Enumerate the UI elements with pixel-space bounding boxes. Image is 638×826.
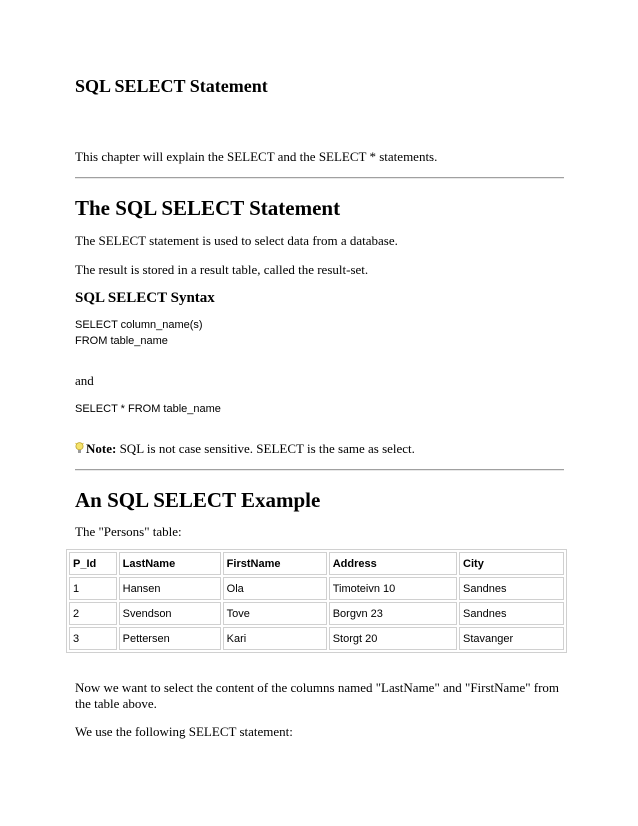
page-title: SQL SELECT Statement — [75, 76, 268, 96]
table-cell: Sandnes — [459, 577, 564, 600]
table-cell: Kari — [223, 627, 327, 650]
table-cell: 2 — [69, 602, 117, 625]
table-cell: Borgvn 23 — [329, 602, 457, 625]
code-block-syntax — [75, 317, 203, 349]
column-header-address: Address — [329, 552, 457, 575]
table-row — [69, 627, 564, 650]
table-cell: 1 — [69, 577, 117, 600]
note-label: Note: — [86, 441, 117, 456]
code-line: SELECT column_name(s) — [75, 319, 203, 331]
note-paragraph — [75, 441, 415, 457]
table-cell: Timoteivn 10 — [329, 577, 457, 600]
table-cell: Pettersen — [119, 627, 221, 650]
and-text: and — [75, 373, 94, 388]
column-header-p-id: P_Id — [69, 552, 117, 575]
column-header-firstname: FirstName — [223, 552, 327, 575]
code-block-select-all: SELECT * FROM table_name — [75, 403, 221, 415]
column-header-lastname: LastName — [119, 552, 221, 575]
table-cell: Ola — [223, 577, 327, 600]
table-cell: Sandnes — [459, 602, 564, 625]
lightbulb-icon — [75, 442, 84, 454]
table-row — [69, 577, 564, 600]
note-text: SQL is not case sensitive. SELECT is the same as select. — [116, 441, 415, 456]
table-row — [69, 602, 564, 625]
table-cell: Hansen — [119, 577, 221, 600]
persons-table — [66, 549, 567, 653]
divider — [75, 177, 564, 179]
column-header-city: City — [459, 552, 564, 575]
paragraph-result-set: The result is stored in a result table, called the result-set. — [75, 262, 369, 277]
intro-text: This chapter will explain the SELECT and the SELECT * statements. — [75, 149, 438, 164]
divider — [75, 469, 564, 471]
syntax-heading: SQL SELECT Syntax — [75, 290, 215, 306]
table-cell: Svendson — [119, 602, 221, 625]
paragraph-following-statement: We use the following SELECT statement: — [75, 724, 293, 739]
code-line: FROM table_name — [75, 335, 168, 347]
paragraph-select-purpose: The SELECT statement is used to select data from a database. — [75, 233, 398, 248]
paragraph-select-columns: Now we want to select the content of the columns named "LastName" and "FirstName" from the table above. — [75, 680, 560, 711]
table-cell: Stavanger — [459, 627, 564, 650]
table-cell: 3 — [69, 627, 117, 650]
table-caption: The "Persons" table: — [75, 524, 182, 539]
table-cell: Tove — [223, 602, 327, 625]
section-heading-select-example: An SQL SELECT Example — [75, 488, 321, 512]
table-header-row — [69, 552, 564, 575]
section-heading-select-statement: The SQL SELECT Statement — [75, 196, 341, 220]
table-cell: Storgt 20 — [329, 627, 457, 650]
